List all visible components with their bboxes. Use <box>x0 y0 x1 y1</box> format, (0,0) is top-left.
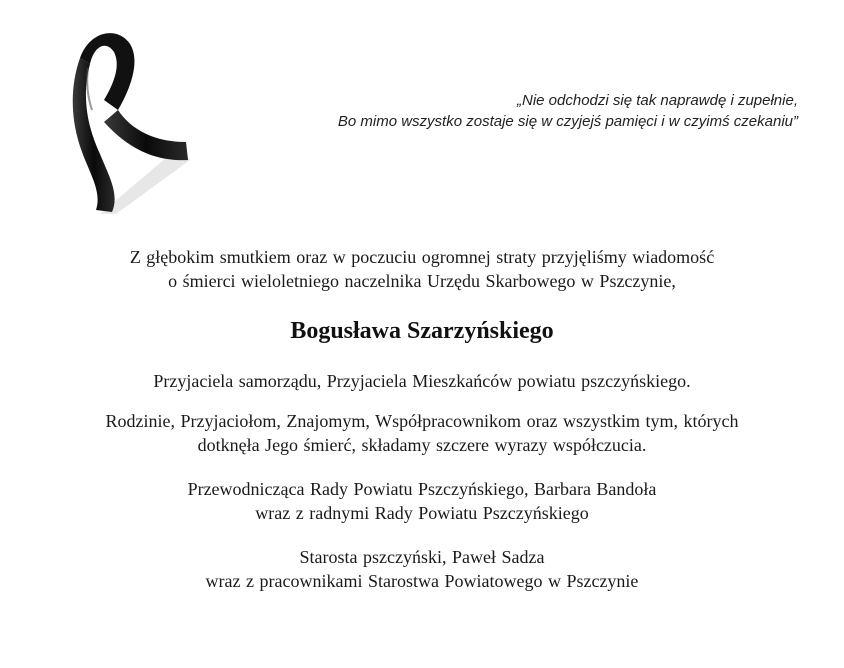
quote-line-1: „Nie odchodzi się tak naprawdę i zupełnie, <box>517 92 798 109</box>
starosta-line-2: wraz z pracownikami Starostwa Powiatowego w Pszczynie <box>205 571 639 591</box>
friend-paragraph: Przyjaciela samorządu, Przyjaciela Mieszkańców powiatu pszczyńskiego. <box>153 371 691 391</box>
intro-line-2: o śmierci wieloletniego naczelnika Urzędu Skarbowego w Pszczynie, <box>168 271 676 291</box>
council-line-2: wraz z radnymi Rady Powiatu Pszczyńskiego <box>255 503 589 523</box>
condolences-line-2: dotknęła Jego śmierć, składamy szczere wyrazy współczucia. <box>197 435 647 455</box>
starosta-signature <box>0 545 844 593</box>
council-signature <box>0 477 844 525</box>
quote-line-2: Bo mimo wszystko zostaje się w czyjejś pamięci i w czyimś czekaniu” <box>337 113 798 130</box>
memorial-quote <box>198 90 798 132</box>
intro-paragraph <box>0 245 844 293</box>
starosta-line-1: Starosta pszczyński, Paweł Sadza <box>299 547 545 567</box>
intro-line-1: Z głębokim smutkiem oraz w poczuciu ogromnej straty przyjęliśmy wiadomość <box>129 247 715 267</box>
deceased-name: Bogusława Szarzyńskiego <box>290 318 554 344</box>
obituary-body <box>0 245 844 593</box>
condolences-line-1: Rodzinie, Przyjaciołom, Znajomym, Współpracownikom oraz wszystkim tym, których <box>105 411 739 431</box>
mourning-ribbon-icon <box>60 24 194 218</box>
council-line-1: Przewodnicząca Rady Powiatu Pszczyńskiego, Barbara Bandoła <box>187 479 657 499</box>
condolences-paragraph <box>0 409 844 457</box>
